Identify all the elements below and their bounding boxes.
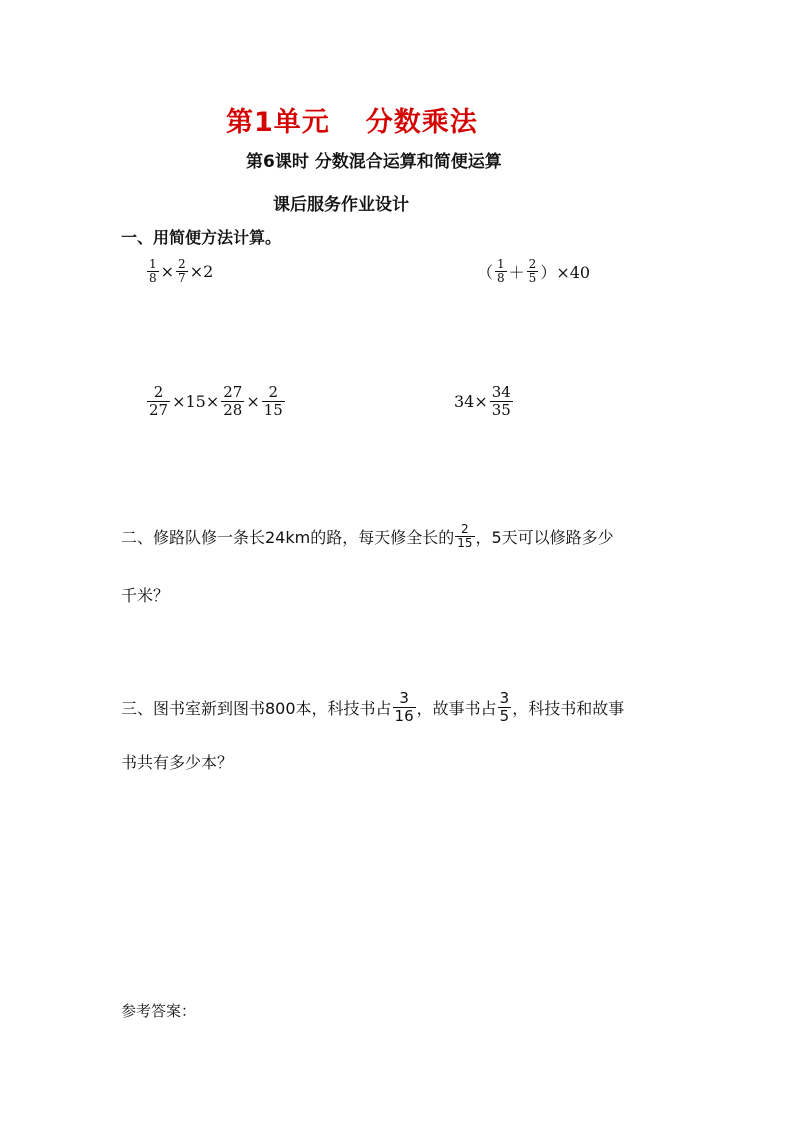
question-2-line1: [121, 523, 614, 551]
lesson-title: 第6课时 分数混合运算和简便运算: [246, 152, 502, 172]
operator: ×15×: [172, 391, 220, 411]
fraction-denominator: 8: [497, 271, 505, 286]
fraction: [527, 258, 539, 286]
fraction-denominator: 15: [263, 400, 283, 419]
fraction: [147, 384, 170, 419]
fraction-numerator: 2: [268, 383, 279, 401]
fraction-denominator: 7: [178, 271, 186, 286]
question-3-line2: 书共有多少本？: [121, 753, 234, 772]
section1-heading: 一、用简便方法计算。: [121, 228, 282, 247]
problem-3: [146, 384, 286, 419]
fraction-denominator: 28: [223, 400, 243, 419]
operator: ）×40: [540, 263, 591, 283]
q3-text-after: ，科技书和故事: [512, 698, 625, 718]
operator: 34×: [454, 391, 488, 411]
fraction-numerator: 1: [497, 257, 505, 271]
answer-label: 参考答案：: [121, 1002, 197, 1020]
fraction: [262, 384, 285, 419]
fraction-numerator: 2: [178, 257, 186, 271]
fraction-denominator: 5: [499, 706, 510, 725]
fraction-denominator: 35: [491, 400, 511, 419]
fraction-numerator: 2: [528, 257, 537, 271]
fraction-numerator: 3: [399, 689, 409, 707]
fraction: [495, 258, 507, 286]
fraction-denominator: 15: [457, 536, 473, 551]
fraction-numerator: 2: [461, 522, 469, 536]
q2-text-after: ，5天可以修路多少: [475, 528, 614, 548]
q2-fraction: [455, 523, 474, 551]
problem-2: [476, 258, 591, 286]
fraction: [147, 258, 159, 286]
unit-topic: 分数乘法: [365, 107, 478, 138]
operator: ×: [246, 391, 260, 411]
problem-4: [453, 384, 514, 419]
service-title: 课后服务作业设计: [273, 195, 409, 215]
fraction-numerator: 3: [499, 689, 510, 707]
fraction-denominator: 5: [528, 271, 537, 286]
fraction-numerator: 2: [153, 383, 164, 401]
q2-text-before: 二、修路队修一条长24km的路，每天修全长的: [121, 528, 455, 548]
unit-title: [226, 100, 478, 139]
operator: ×2: [189, 262, 214, 282]
fraction-denominator: 27: [149, 400, 169, 419]
question-2-line2: 千米？: [121, 586, 170, 605]
operator: ×: [160, 262, 175, 282]
fraction-numerator: 34: [491, 383, 511, 401]
fraction-denominator: 16: [394, 706, 414, 725]
problem-1: [146, 258, 214, 286]
fraction: [490, 384, 513, 419]
q3-fraction-2: [498, 690, 512, 725]
q3-text-middle: ，故事书占: [416, 698, 497, 718]
fraction: [176, 258, 188, 286]
unit-label: 第1单元: [226, 107, 330, 138]
operator: ＋: [508, 263, 525, 283]
q3-fraction-1: [393, 690, 416, 725]
question-3-line1: [121, 690, 624, 725]
operator: （: [477, 263, 494, 283]
fraction-numerator: 27: [223, 383, 243, 401]
fraction-numerator: 1: [149, 257, 157, 271]
fraction-denominator: 8: [149, 271, 157, 286]
q3-text-before: 三、图书室新到图书800本，科技书占: [121, 698, 392, 718]
fraction: [221, 384, 244, 419]
